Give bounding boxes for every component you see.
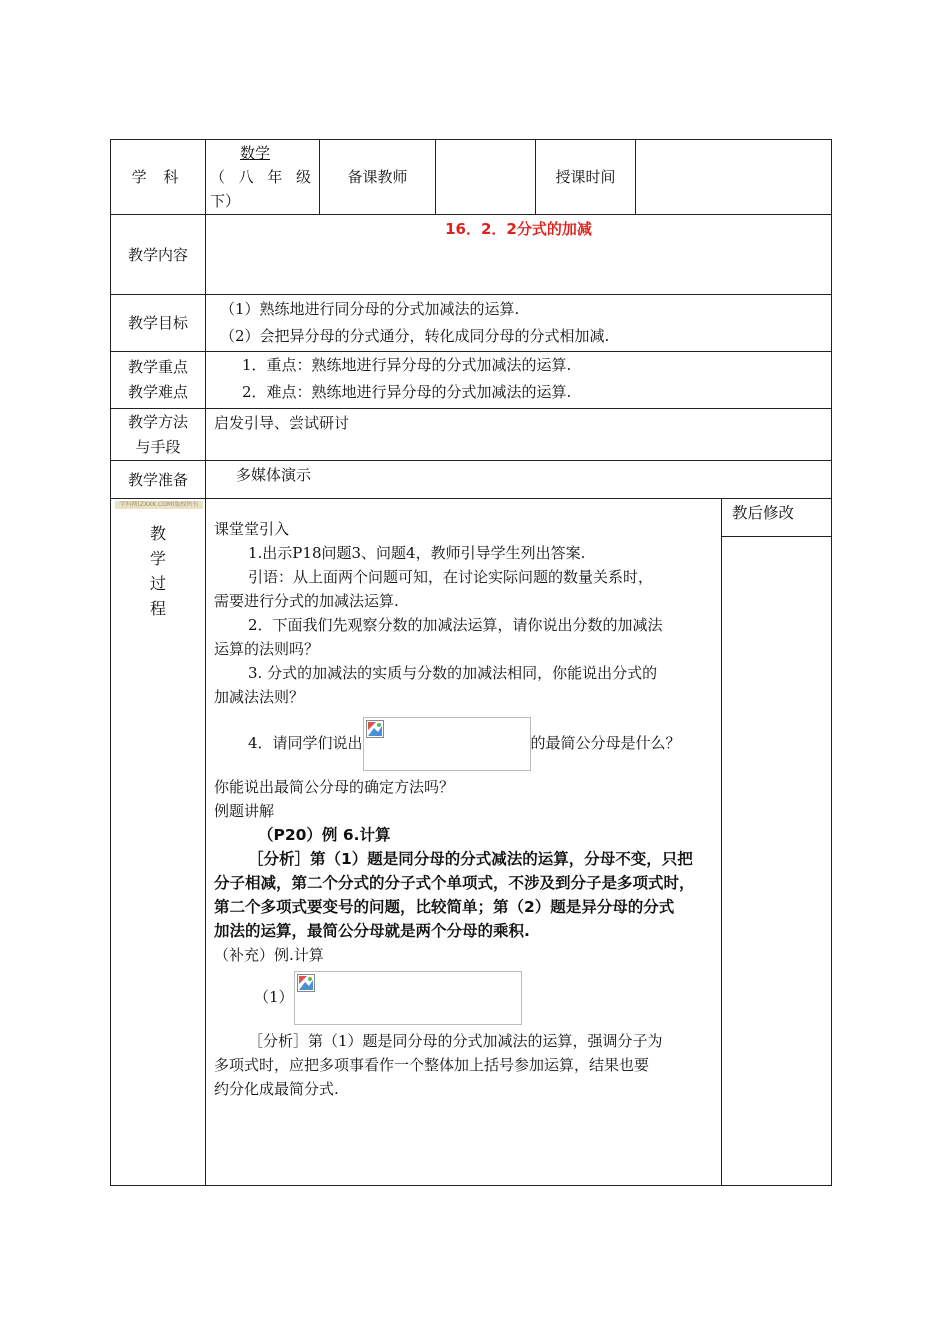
keypoints-label: 教学重点 教学难点: [111, 352, 206, 409]
teacher-value[interactable]: [436, 140, 536, 215]
subject-value: [206, 140, 320, 215]
process-paragraph: 4．请同学们说出 的最简公分母是什么？: [214, 717, 717, 771]
process-paragraph: 3. 分式的加减法的实质与分数的加减法相同，你能说出分式的: [248, 664, 658, 682]
methods-value: 启发引导、尝试研讨: [206, 409, 832, 461]
supplement-item: （1）: [214, 971, 717, 1025]
analysis-line: 第二个多项式要变号的问题，比较简单；第（2）题是异分母的分式: [214, 898, 675, 916]
example-heading: 例题讲解: [214, 802, 275, 820]
keypoints-list: [206, 352, 832, 409]
process-paragraph: 加减法法则？: [214, 688, 305, 706]
keypoint-item: 1．重点：熟练地进行异分母的分式加减法的运算.: [242, 356, 572, 374]
header-row: [111, 140, 832, 215]
broken-image-icon: [297, 974, 315, 992]
process-paragraph: 1.出示P18问题3、问题4，教师引导学生列出答案.: [248, 544, 586, 562]
goals-list: [206, 295, 832, 352]
subject-grade-end: 下）: [210, 192, 241, 210]
analysis-line: 加法的运算，最简公分母就是两个分母的乘积.: [214, 922, 530, 940]
time-value[interactable]: [636, 140, 832, 215]
supplement-heading: （补充）例.计算: [214, 946, 324, 964]
keypoints-row: [111, 352, 832, 409]
analysis-line: 约分化成最简分式.: [214, 1080, 339, 1098]
process-label: 学科网(ZXXK.COM)版权所有 教 学 过 程: [111, 499, 206, 1186]
process-paragraph: 需要进行分式的加减法运算.: [214, 592, 399, 610]
methods-label: 教学方法 与手段: [111, 409, 206, 461]
prep-row: [111, 461, 832, 499]
goals-row: [111, 295, 832, 352]
keypoint-item: 2．难点：熟练地进行异分母的分式加减法的运算.: [242, 383, 572, 401]
lesson-plan-table: [110, 139, 832, 1186]
process-paragraph: 运算的法则吗？: [214, 640, 320, 658]
analysis-line: 分子相减，第二个分式的分子式个单项式，不涉及到分子是多项式时，: [214, 874, 695, 892]
example-6: （P20）例 6.计算: [258, 826, 391, 844]
formula-image: [363, 717, 531, 771]
formula-image: [294, 971, 522, 1025]
after-class-column: [722, 499, 832, 1186]
process-paragraph: 你能说出最简公分母的确定方法吗？: [214, 778, 455, 796]
subject-label: 学 科: [111, 140, 206, 215]
goals-label: 教学目标: [111, 295, 206, 352]
subject-grade: （ 八 年 级: [210, 168, 311, 186]
prep-value: 多媒体演示: [206, 461, 832, 499]
intro-heading: 课堂堂引入: [214, 520, 290, 538]
broken-image-icon: [366, 720, 384, 738]
process-body: [206, 499, 722, 1186]
teacher-label: 备课教师: [320, 140, 436, 215]
content-label: 教学内容: [111, 215, 206, 295]
watermark-logo: 学科网(ZXXK.COM)版权所有: [115, 501, 203, 509]
goal-item: （2）会把异分母的分式通分，转化成同分母的分式相加减.: [220, 327, 610, 345]
content-row: [111, 215, 832, 295]
analysis-line: 多项式时，应把多项事看作一个整体加上括号参加运算，结果也要: [214, 1056, 650, 1074]
process-paragraph: 引语：从上面两个问题可知，在讨论实际问题的数量关系时，: [248, 568, 654, 586]
analysis-line: ［分析］第（1）题是同分母的分式加减法的运算，强调分子为: [248, 1032, 663, 1050]
lesson-title: 16．2．2分式的加减: [206, 215, 832, 295]
after-class-label: 教后修改: [722, 499, 831, 537]
methods-row: [111, 409, 832, 461]
goal-item: （1）熟练地进行同分母的分式加减法的运算.: [220, 300, 520, 318]
process-row: [111, 499, 832, 1186]
subject-name: 数学: [240, 144, 271, 162]
time-label: 授课时间: [536, 140, 636, 215]
process-paragraph: 2．下面我们先观察分数的加减法运算，请你说出分数的加减法: [248, 616, 663, 634]
prep-label: 教学准备: [111, 461, 206, 499]
analysis-line: ［分析］第（1）题是同分母的分式减法的运算，分母不变，只把: [248, 850, 693, 868]
